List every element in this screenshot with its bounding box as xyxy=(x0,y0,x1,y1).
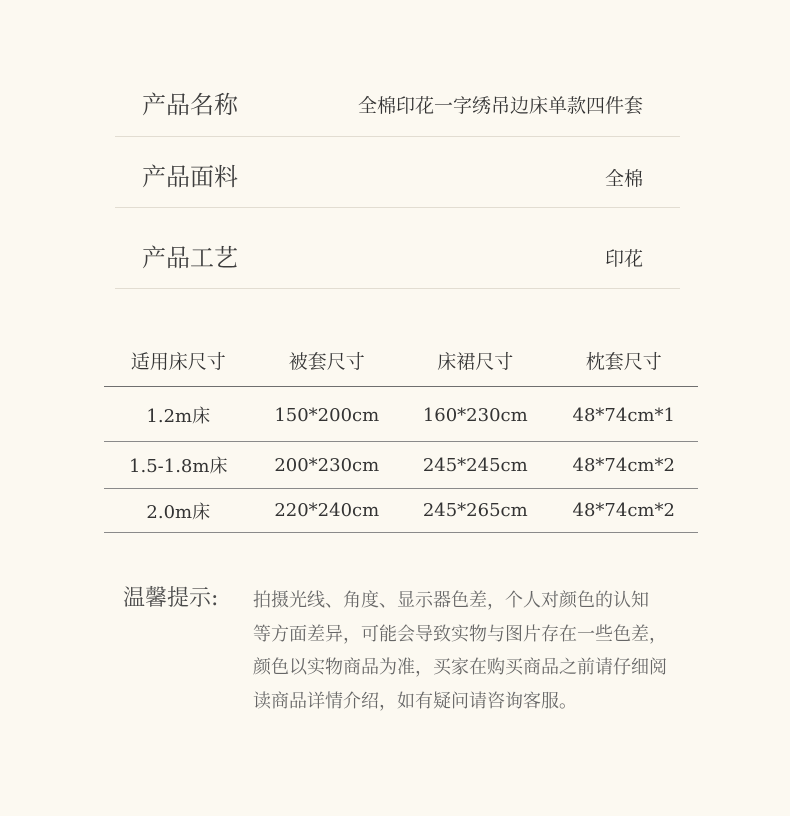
cell-bed-size: 2.0m床 xyxy=(104,489,253,533)
product-name-label: 产品名称 xyxy=(142,91,238,119)
size-table xyxy=(104,335,698,533)
table-row xyxy=(104,442,698,489)
product-name-value: 全棉印花一字绣吊边床单款四件套 xyxy=(357,95,643,117)
cell-duvet-size: 150*200cm xyxy=(253,387,402,442)
table-row xyxy=(104,387,698,442)
header-duvet-size: 被套尺寸 xyxy=(253,335,402,387)
tips-body xyxy=(253,584,673,718)
cell-bed-size: 1.5-1.8m床 xyxy=(104,442,253,489)
tips-line: 颜色以实物商品为准，买家在购买商品之前请仔细阅 xyxy=(253,657,667,678)
cell-pillowcase-size: 48*74cm*2 xyxy=(550,489,699,533)
tips-line: 等方面差异，可能会导致实物与图片存在一些色差， xyxy=(253,623,667,645)
tips-line: 拍摄光线、角度、显示器色差，个人对颜色的认知 xyxy=(253,590,649,611)
product-craft-value: 印花 xyxy=(604,248,643,270)
product-fabric-value: 全棉 xyxy=(604,168,643,190)
product-name-row xyxy=(115,65,680,137)
cell-duvet-size: 220*240cm xyxy=(253,489,402,533)
product-fabric-label: 产品面料 xyxy=(142,163,238,191)
cell-pillowcase-size: 48*74cm*1 xyxy=(550,387,699,442)
tips-label: 温馨提示: xyxy=(123,586,219,611)
cell-bedskirt-size: 160*230cm xyxy=(401,387,550,442)
header-bedskirt-size: 床裙尺寸 xyxy=(401,335,550,387)
header-bed-size: 适用床尺寸 xyxy=(104,335,253,387)
size-table-header-row xyxy=(104,335,698,387)
tips-line: 读商品详情介绍，如有疑问请咨询客服。 xyxy=(253,690,577,712)
product-craft-label: 产品工艺 xyxy=(142,244,238,272)
cell-pillowcase-size: 48*74cm*2 xyxy=(550,442,699,489)
cell-bedskirt-size: 245*265cm xyxy=(401,489,550,533)
cell-bed-size: 1.2m床 xyxy=(104,387,253,442)
product-craft-row xyxy=(115,208,680,289)
header-pillowcase-size: 枕套尺寸 xyxy=(550,335,699,387)
cell-bedskirt-size: 245*245cm xyxy=(401,442,550,489)
cell-duvet-size: 200*230cm xyxy=(253,442,402,489)
product-fabric-row xyxy=(115,137,680,208)
table-row xyxy=(104,489,698,533)
product-info-list xyxy=(115,65,680,289)
